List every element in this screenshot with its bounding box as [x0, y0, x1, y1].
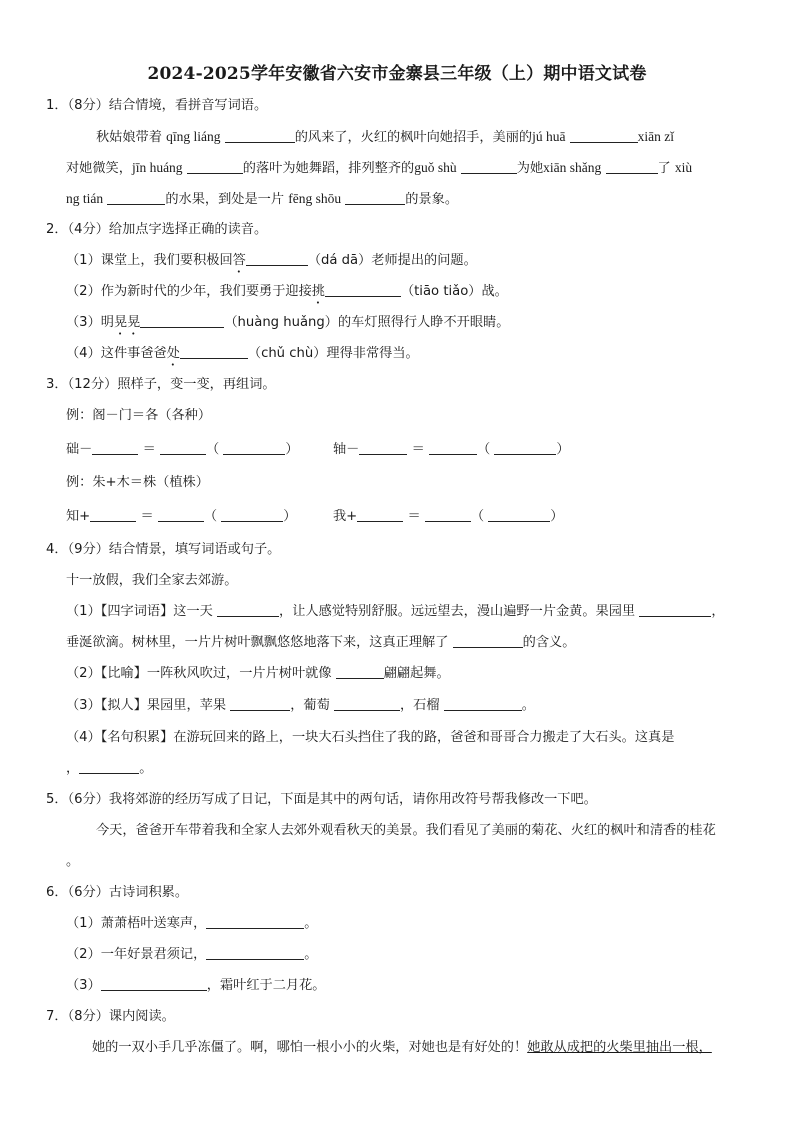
q6-text: 。: [304, 947, 318, 962]
q2-item-2: [66, 283, 508, 307]
answer-blank[interactable]: [488, 508, 550, 522]
answer-blank[interactable]: [336, 665, 384, 679]
answer-blank[interactable]: [225, 129, 295, 143]
q3-row-2b: [333, 508, 563, 526]
q3-example-1: 例：阁－门＝各（各种）: [66, 408, 212, 423]
q3-text: （: [205, 442, 220, 457]
q4-intro: 十一放假，我们全家去郊游。: [66, 573, 238, 588]
answer-blank[interactable]: [180, 345, 248, 359]
q4-text: 。: [139, 761, 153, 776]
q6-text: 。: [304, 916, 318, 931]
pinyin: jīn huáng: [131, 160, 183, 175]
q4-item-4-cont: [66, 760, 152, 778]
q4-item-2: [66, 665, 450, 683]
answer-blank[interactable]: [187, 160, 243, 174]
answer-blank[interactable]: [206, 946, 304, 960]
q1-text: 的落叶为她舞蹈，排列整齐的: [242, 161, 415, 176]
q6-item-3: [66, 977, 325, 995]
answer-blank[interactable]: [107, 191, 165, 205]
answer-blank[interactable]: [425, 508, 471, 522]
q3-text: （: [203, 509, 218, 524]
answer-blank[interactable]: [221, 508, 283, 522]
answer-blank[interactable]: [429, 441, 477, 455]
q6-text: ，霜叶红于二月花。: [206, 978, 326, 993]
q2-text: （3）明: [66, 315, 114, 330]
q4-text: ，让人感觉特别舒服。远远望去，漫山遍野一片金黄。果园里: [279, 604, 640, 619]
pinyin: jú huā: [532, 129, 566, 144]
q1-text: 秋姑娘带着: [96, 130, 167, 145]
q4-item-4: （4）【名句积累】在游玩回来的路上，一块大石头挡住了我的路，爸爸和哥哥合力搬走了大石头。这真是: [66, 730, 675, 745]
q2-text: （chǔ chù）理得非常得当。: [247, 346, 419, 361]
dotted-char: 答: [232, 253, 246, 268]
pinyin: qīng liáng: [166, 129, 221, 144]
q3-text: ＝: [411, 442, 425, 457]
answer-blank[interactable]: [444, 697, 522, 711]
answer-blank[interactable]: [92, 441, 138, 455]
q3-row-2a: [66, 508, 296, 526]
pinyin: xiù: [674, 160, 693, 175]
q6-heading: 6．（6分）古诗词积累。: [46, 885, 189, 900]
q1-text: 对她微笑，: [66, 161, 132, 176]
q6-text: （2）一年好景君须记，: [66, 947, 207, 962]
answer-blank[interactable]: [334, 697, 400, 711]
q5-diary-text-end: 。: [66, 854, 80, 869]
q3-text: 础－: [66, 442, 93, 457]
answer-blank[interactable]: [570, 129, 638, 143]
q4-text: ，石榴: [400, 698, 444, 713]
q7-text: 她的一双小手几乎冻僵了。啊，哪怕一根小小的火柴，对她也是有好处的！: [92, 1040, 528, 1055]
q4-text: （1）【四字词语】这一天: [66, 604, 218, 619]
dotted-char: 晃: [113, 315, 128, 330]
q4-item-1: [66, 603, 725, 621]
q3-row-1a: [66, 441, 299, 459]
q1-line-3: [66, 190, 458, 209]
q5-heading: 5．（6分）我将郊游的经历写成了日记，下面是其中的两句话，请你用改符号帮我修改一下吧。: [46, 792, 597, 807]
answer-blank[interactable]: [217, 603, 279, 617]
answer-blank[interactable]: [223, 441, 285, 455]
q6-item-1: [66, 915, 317, 933]
q4-item-3: [66, 697, 535, 715]
q2-item-3: [66, 314, 509, 338]
answer-blank[interactable]: [230, 697, 290, 711]
q3-example-2: 例：朱+木＝株（植株）: [66, 475, 209, 490]
pinyin: xiān shǎng: [543, 160, 602, 175]
q1-line-2: [66, 159, 692, 178]
q4-heading: 4．（9分）结合情景，填写词语或句子。: [46, 542, 281, 557]
q3-heading: 3．（12分）照样子，变一变，再组词。: [46, 377, 276, 392]
q2-item-1: [66, 252, 477, 276]
q1-text: 的景象。: [405, 192, 459, 207]
q2-text: （huàng huǎng）的车灯照得行人睁不开眼睛。: [224, 315, 510, 330]
q2-text: （tiāo tiǎo）战。: [400, 284, 508, 299]
q3-text: ）: [283, 509, 297, 524]
q4-text: 翩翩起舞。: [383, 666, 450, 681]
dotted-char: 挑: [311, 284, 325, 299]
answer-blank[interactable]: [246, 252, 308, 266]
q1-text: 了: [657, 161, 671, 176]
answer-blank[interactable]: [325, 283, 401, 297]
q2-text: （4）这件事爸爸: [66, 346, 167, 361]
q3-text: 我+: [333, 509, 358, 524]
q4-text: 的含义。: [522, 635, 576, 650]
q4-text: （2）【比喻】一阵秋风吹过，一片片树叶就像: [66, 666, 336, 681]
q2-text: （2）作为新时代的少年，我们要勇于迎接: [66, 284, 312, 299]
answer-blank[interactable]: [140, 314, 224, 328]
q7-heading: 7．（8分）课内阅读。: [46, 1009, 175, 1024]
q2-text: （1）课堂上，我们要积极回: [66, 253, 233, 268]
q4-text: 。: [521, 698, 535, 713]
q1-text: 的风来了，火红的枫叶向她招手，美丽的: [294, 130, 533, 145]
q3-text: ＝: [142, 442, 156, 457]
answer-blank[interactable]: [90, 508, 136, 522]
answer-blank[interactable]: [101, 977, 207, 991]
answer-blank[interactable]: [453, 634, 523, 648]
answer-blank[interactable]: [606, 160, 658, 174]
q3-text: ）: [550, 509, 564, 524]
q4-text: ，葡萄: [290, 698, 334, 713]
q3-text: （: [470, 509, 485, 524]
pinyin: ng tián: [66, 191, 104, 206]
q1-text: 的水果，到处是一片: [165, 192, 285, 207]
answer-blank[interactable]: [158, 508, 204, 522]
answer-blank[interactable]: [206, 915, 304, 929]
q3-text: （: [476, 442, 491, 457]
answer-blank[interactable]: [461, 160, 517, 174]
q3-text: ＝: [407, 509, 421, 524]
q1-text: 为她: [516, 161, 544, 176]
q3-text: 轴－: [333, 442, 360, 457]
pinyin: guǒ shù: [414, 160, 457, 175]
page-title: 2024-2025学年安徽省六安市金寨县三年级（上）期中语文试卷: [147, 64, 647, 84]
q3-text: ）: [285, 442, 299, 457]
dotted-char: 处: [166, 346, 180, 361]
q3-row-1b: [333, 441, 570, 459]
q2-text: （dá dā）老师提出的问题。: [307, 253, 477, 268]
q5-diary-text: 今天，爸爸开车带着我和全家人去郊外观看秋天的美景。我们看见了美丽的菊花、火红的枫叶和清香的桂花: [96, 823, 716, 838]
answer-blank[interactable]: [79, 760, 139, 774]
answer-blank[interactable]: [345, 191, 405, 205]
q3-text: 知+: [66, 509, 91, 524]
dotted-char: 晃: [127, 315, 141, 330]
answer-blank[interactable]: [494, 441, 556, 455]
q1-heading: 1．（8分）结合情境，看拼音写词语。: [46, 98, 268, 113]
q6-text: （1）萧萧梧叶送寒声，: [66, 916, 207, 931]
q7-passage: [92, 1039, 712, 1057]
pinyin: xiān zǐ: [637, 129, 675, 144]
pinyin: fēng shōu: [288, 191, 342, 206]
q2-heading: 2．（4分）给加点字选择正确的读音。: [46, 222, 268, 237]
q4-text: ，: [711, 604, 725, 619]
q1-line-1: [96, 128, 674, 147]
q3-text: ＝: [140, 509, 154, 524]
underlined-sentence: 她敢从成把的火柴里抽出一根，: [527, 1040, 712, 1055]
q4-text: 垂涎欲滴。树林里，一片片树叶飘飘悠悠地落下来，这真正理解了: [66, 635, 453, 650]
q6-text: （3）: [66, 978, 101, 993]
answer-blank[interactable]: [357, 508, 403, 522]
answer-blank[interactable]: [160, 441, 206, 455]
q4-text: （3）【拟人】果园里，苹果: [66, 698, 231, 713]
q4-item-1-cont: [66, 634, 575, 652]
q3-text: ）: [556, 442, 570, 457]
q6-item-2: [66, 946, 317, 964]
answer-blank[interactable]: [359, 441, 407, 455]
q2-item-4: [66, 345, 419, 369]
q4-text: ，: [66, 761, 80, 776]
answer-blank[interactable]: [639, 603, 711, 617]
